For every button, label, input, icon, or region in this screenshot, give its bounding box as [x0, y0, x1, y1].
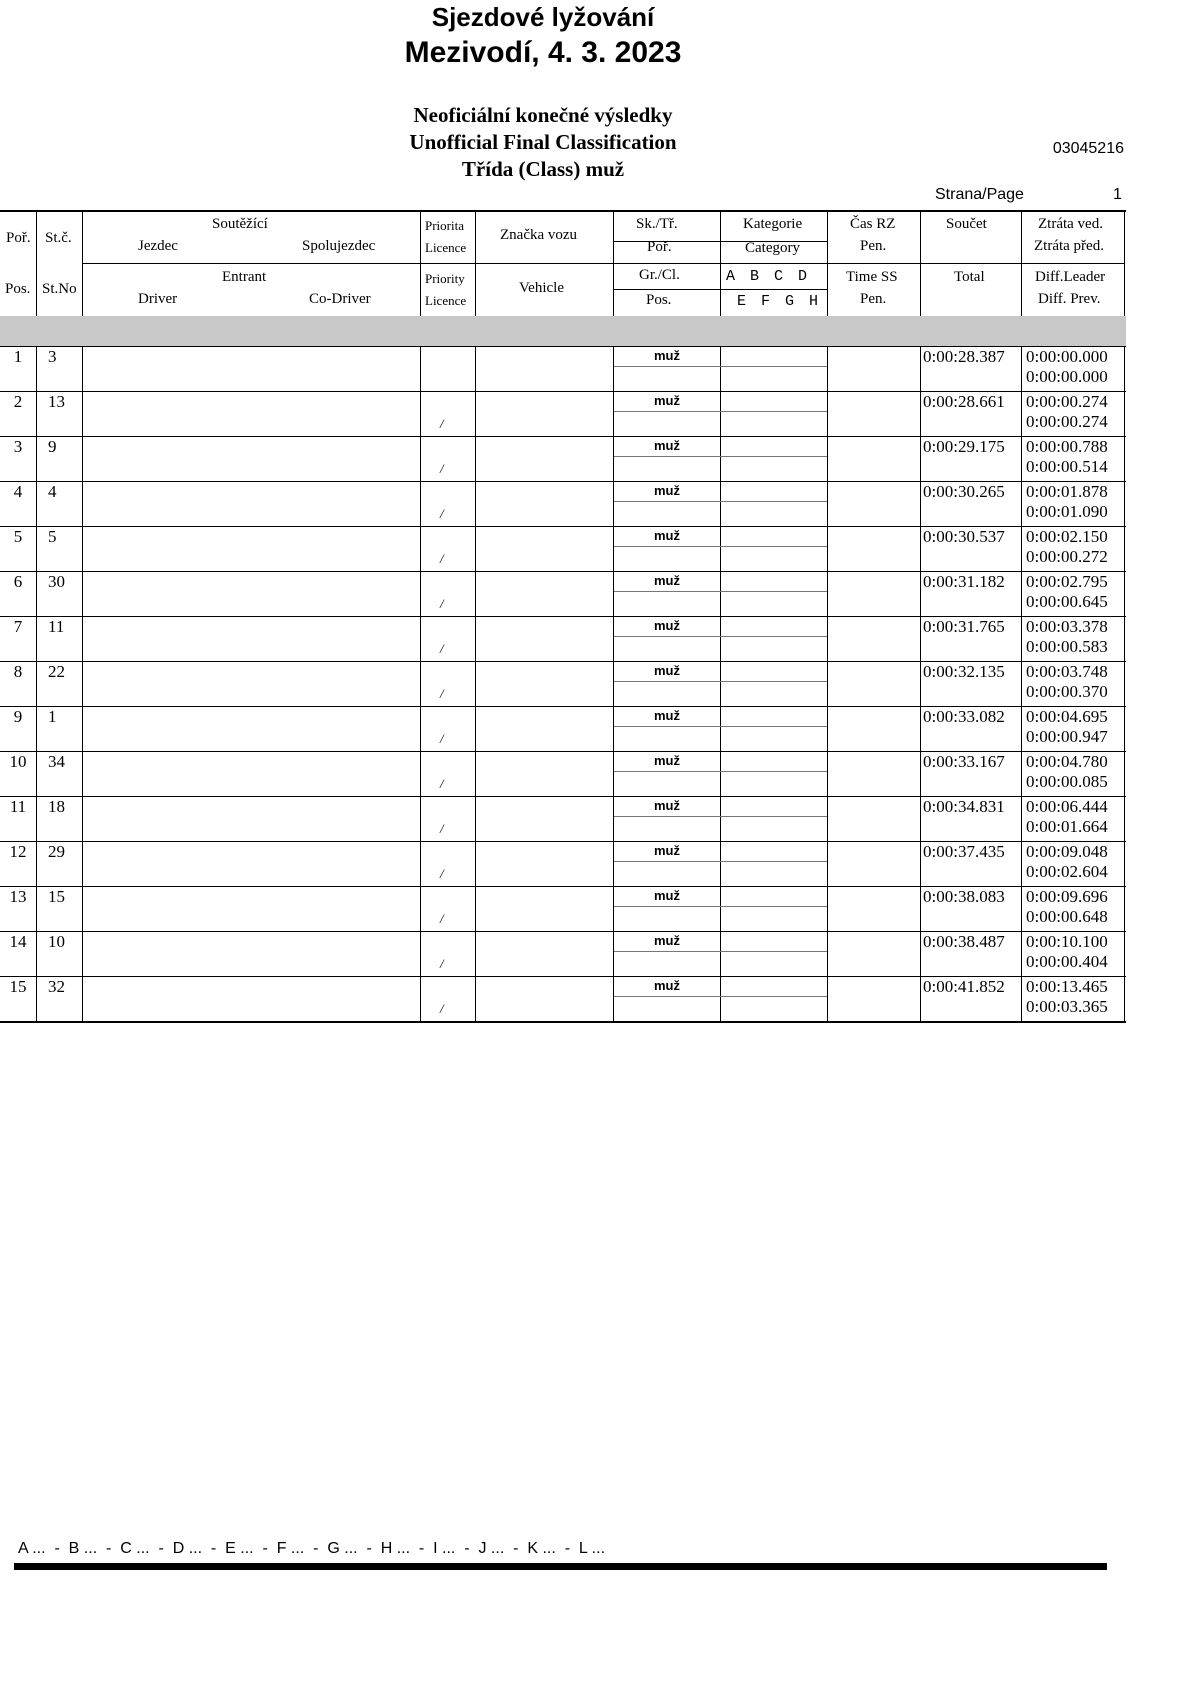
result-class: muž	[654, 798, 680, 813]
result-total: 0:00:41.852	[923, 977, 1005, 996]
col-grcl: Gr./Cl.	[639, 267, 680, 283]
result-diff-leader: 0:00:04.780	[1026, 752, 1108, 771]
results-table	[0, 346, 1126, 1023]
result-diff-leader: 0:00:09.696	[1026, 887, 1108, 906]
result-pos: 13	[9, 887, 27, 906]
col-category: Category	[745, 240, 800, 256]
result-total: 0:00:31.765	[923, 617, 1005, 636]
result-pos: 10	[9, 752, 27, 771]
result-diff-leader: 0:00:13.465	[1026, 977, 1108, 996]
result-pos: 11	[9, 797, 27, 816]
result-licence-slash: /	[440, 821, 444, 836]
result-total: 0:00:31.182	[923, 572, 1005, 591]
result-licence-slash: /	[440, 731, 444, 746]
col-total: Total	[954, 269, 985, 285]
table-row	[0, 481, 1126, 526]
table-row	[0, 391, 1126, 436]
result-diff-leader: 0:00:10.100	[1026, 932, 1108, 951]
result-class: muž	[654, 348, 680, 363]
section-band	[0, 316, 1126, 346]
col-stno: St.No	[42, 281, 77, 297]
results-status-cz: Neoficiální konečné výsledky	[413, 103, 673, 127]
result-diff-prev: 0:00:00.000	[1026, 367, 1108, 386]
result-class: muž	[654, 438, 680, 453]
table-row	[0, 931, 1126, 976]
result-class: muž	[654, 393, 680, 408]
result-diff-prev: 0:00:00.947	[1026, 727, 1108, 746]
col-codriver: Co-Driver	[309, 291, 371, 307]
col-entrant: Entrant	[222, 269, 267, 285]
result-licence-slash: /	[440, 596, 444, 611]
table-row	[0, 661, 1126, 706]
result-diff-leader: 0:00:03.748	[1026, 662, 1108, 681]
result-diff-prev: 0:00:00.274	[1026, 412, 1108, 431]
result-pos: 14	[9, 932, 27, 951]
table-row	[0, 751, 1126, 796]
result-licence-slash: /	[440, 641, 444, 656]
col-diff-prev: Diff. Prev.	[1038, 291, 1101, 307]
page-label: Strana/Page	[935, 186, 1024, 203]
result-diff-prev: 0:00:00.645	[1026, 592, 1108, 611]
table-row	[0, 841, 1126, 886]
col-pos2: Pos.	[646, 292, 672, 308]
result-total: 0:00:30.265	[923, 482, 1005, 501]
place-date: Mezivodí, 4. 3. 2023	[404, 36, 682, 69]
result-diff-leader: 0:00:06.444	[1026, 797, 1108, 816]
results-status-en: Unofficial Final Classification	[409, 130, 677, 154]
result-diff-prev: 0:00:00.583	[1026, 637, 1108, 656]
result-class: muž	[654, 843, 680, 858]
result-start-number: 32	[48, 977, 65, 996]
result-diff-prev: 0:00:00.272	[1026, 547, 1108, 566]
col-priority: Priority	[425, 271, 465, 286]
col-pen2: Pen.	[860, 291, 887, 307]
result-total: 0:00:38.487	[923, 932, 1005, 951]
result-pos: 15	[9, 977, 27, 996]
result-start-number: 15	[48, 887, 65, 906]
result-class: muž	[654, 753, 680, 768]
event-title: Sjezdové lyžování	[431, 2, 655, 32]
col-pen: Pen.	[860, 238, 887, 254]
result-licence-slash: /	[440, 1001, 444, 1016]
result-licence-slash: /	[440, 866, 444, 881]
result-licence-slash: /	[440, 416, 444, 431]
result-licence-slash: /	[440, 506, 444, 521]
result-diff-leader: 0:00:00.274	[1026, 392, 1108, 411]
col-priorita: Priorita	[425, 218, 464, 233]
result-start-number: 34	[48, 752, 65, 771]
col-znacka: Značka vozu	[500, 227, 578, 243]
col-stc: St.č.	[45, 230, 72, 246]
result-diff-prev: 0:00:00.404	[1026, 952, 1108, 971]
result-start-number: 9	[48, 437, 57, 456]
result-licence-slash: /	[440, 776, 444, 791]
result-total: 0:00:38.083	[923, 887, 1005, 906]
result-diff-prev: 0:00:01.090	[1026, 502, 1108, 521]
result-diff-leader: 0:00:00.000	[1026, 347, 1108, 366]
result-total: 0:00:34.831	[923, 797, 1005, 816]
result-start-number: 13	[48, 392, 65, 411]
col-pos: Pos.	[5, 281, 31, 297]
result-total: 0:00:30.537	[923, 527, 1005, 546]
result-pos: 9	[13, 707, 23, 726]
col-spolujezdec: Spolujezdec	[302, 238, 376, 254]
col-driver: Driver	[138, 291, 178, 307]
table-row	[0, 796, 1126, 841]
result-diff-prev: 0:00:01.664	[1026, 817, 1108, 836]
result-pos: 7	[13, 617, 23, 636]
result-diff-prev: 0:00:00.514	[1026, 457, 1108, 476]
result-start-number: 30	[48, 572, 65, 591]
result-start-number: 1	[48, 707, 57, 726]
result-total: 0:00:33.082	[923, 707, 1005, 726]
footer-rule	[14, 1563, 1107, 1570]
result-total: 0:00:28.387	[923, 347, 1005, 366]
result-diff-prev: 0:00:03.365	[1026, 997, 1108, 1016]
table-row	[0, 616, 1126, 661]
document-id: 03045216	[1052, 140, 1124, 157]
result-pos: 4	[13, 482, 23, 501]
table-row	[0, 526, 1126, 571]
table-header	[0, 210, 1126, 319]
result-diff-leader: 0:00:02.150	[1026, 527, 1108, 546]
result-pos: 3	[13, 437, 23, 456]
table-row	[0, 706, 1126, 751]
result-start-number: 22	[48, 662, 65, 681]
result-total: 0:00:29.175	[923, 437, 1005, 456]
result-diff-leader: 0:00:01.878	[1026, 482, 1108, 501]
result-start-number: 5	[48, 527, 57, 546]
col-soucet: Součet	[946, 216, 987, 232]
result-pos: 8	[13, 662, 23, 681]
col-vehicle: Vehicle	[519, 280, 564, 296]
table-row	[0, 886, 1126, 931]
table-row	[0, 976, 1126, 1021]
result-class: muž	[654, 933, 680, 948]
result-diff-prev: 0:00:00.085	[1026, 772, 1108, 791]
result-total: 0:00:37.435	[923, 842, 1005, 861]
col-casrz: Čas RZ	[850, 216, 896, 232]
col-efgh: E F G H	[737, 293, 822, 310]
class-label: Třída (Class) muž	[461, 157, 625, 181]
result-pos: 2	[13, 392, 23, 411]
result-diff-prev: 0:00:00.648	[1026, 907, 1108, 926]
result-licence-slash: /	[440, 551, 444, 566]
col-diff-leader: Diff.Leader	[1035, 269, 1106, 285]
result-total: 0:00:28.661	[923, 392, 1005, 411]
result-start-number: 3	[48, 347, 57, 366]
col-jezdec: Jezdec	[138, 238, 178, 254]
col-por2: Poř.	[647, 239, 672, 255]
result-diff-leader: 0:00:00.788	[1026, 437, 1108, 456]
page-number: 1	[1113, 186, 1122, 203]
col-ztrata-pred: Ztráta před.	[1034, 238, 1104, 254]
result-licence-slash: /	[440, 461, 444, 476]
result-start-number: 18	[48, 797, 65, 816]
result-diff-leader: 0:00:03.378	[1026, 617, 1108, 636]
category-legend: A ... - B ... - C ... - D ... - E ... - F ... - G ... - H ... - I ... - J ... - K ... - L ...	[18, 1540, 606, 1557]
result-class: muž	[654, 708, 680, 723]
result-diff-leader: 0:00:09.048	[1026, 842, 1108, 861]
result-total: 0:00:32.135	[923, 662, 1005, 681]
result-class: muž	[654, 618, 680, 633]
result-diff-prev: 0:00:00.370	[1026, 682, 1108, 701]
col-abcd: A B C D	[726, 268, 811, 285]
table-row	[0, 436, 1126, 481]
result-class: muž	[654, 663, 680, 678]
col-licence: Licence	[425, 240, 467, 255]
result-licence-slash: /	[440, 956, 444, 971]
result-start-number: 29	[48, 842, 65, 861]
result-class: muž	[654, 978, 680, 993]
result-licence-slash: /	[440, 911, 444, 926]
table-row	[0, 571, 1126, 616]
result-class: muž	[654, 528, 680, 543]
result-pos: 5	[13, 527, 23, 546]
result-pos: 1	[13, 347, 23, 366]
result-class: muž	[654, 483, 680, 498]
result-pos: 12	[9, 842, 27, 861]
result-class: muž	[654, 573, 680, 588]
table-row	[0, 346, 1126, 391]
result-start-number: 10	[48, 932, 65, 951]
col-licence-en: Licence	[425, 293, 467, 308]
result-class: muž	[654, 888, 680, 903]
result-licence-slash: /	[440, 686, 444, 701]
result-start-number: 11	[48, 617, 65, 636]
col-ztrata-ved: Ztráta ved.	[1038, 216, 1103, 232]
col-kategorie: Kategorie	[743, 216, 803, 232]
col-por: Poř.	[6, 230, 31, 246]
result-diff-leader: 0:00:02.795	[1026, 572, 1108, 591]
col-timess: Time SS	[846, 269, 898, 285]
col-sktr: Sk./Tř.	[636, 216, 678, 232]
result-diff-leader: 0:00:04.695	[1026, 707, 1108, 726]
result-start-number: 4	[48, 482, 57, 501]
col-soutezici: Soutěžící	[212, 216, 268, 232]
result-total: 0:00:33.167	[923, 752, 1005, 771]
result-pos: 6	[13, 572, 23, 591]
result-diff-prev: 0:00:02.604	[1026, 862, 1108, 881]
